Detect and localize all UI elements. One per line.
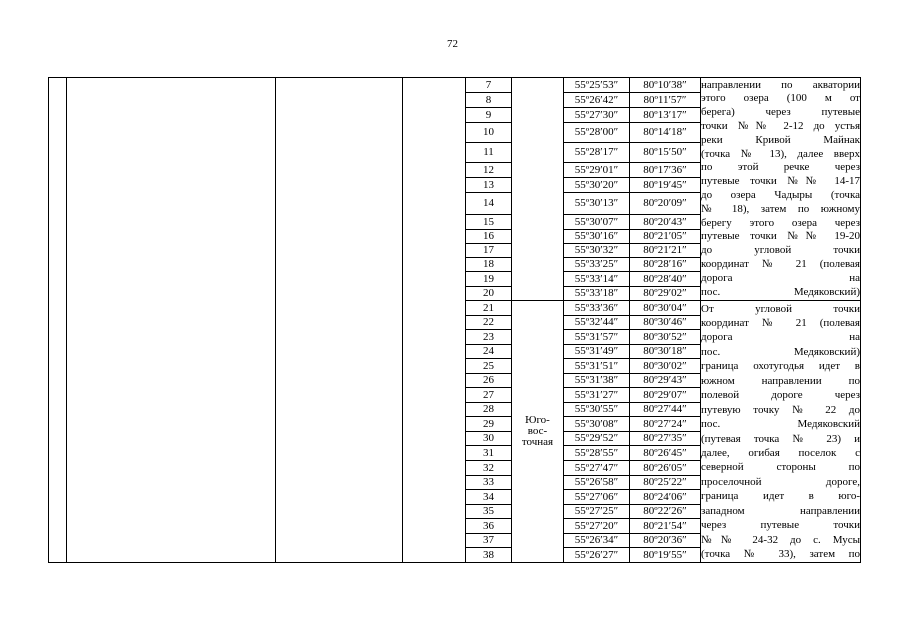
- point-number: 16: [466, 230, 512, 244]
- description-line: пос. Медяковский): [701, 285, 860, 298]
- point-number: 31: [466, 446, 512, 461]
- description-line: (путевая точка № 23) и: [701, 432, 860, 445]
- description-line: северной стороны по: [701, 461, 860, 474]
- point-number: 36: [466, 519, 512, 534]
- page-number: 72: [447, 38, 458, 50]
- direction-label-line: вос-: [527, 425, 548, 437]
- longitude: 80º27′35″: [630, 432, 701, 446]
- latitude: 55º26′34″: [564, 534, 630, 548]
- latitude: 55º31′49″: [564, 345, 630, 359]
- latitude: 55º26′42″: [564, 93, 630, 108]
- description-line: южном направлении по: [701, 374, 860, 387]
- latitude: 55º28′55″: [564, 446, 630, 461]
- description-line: через путевые точки: [701, 519, 860, 532]
- description-line: реки Кривой Майнак: [701, 133, 860, 146]
- description-line: (точка № 33), затем по: [701, 548, 860, 560]
- latitude: 55º26′27″: [564, 548, 630, 563]
- longitude: 80º20′36″: [630, 534, 701, 548]
- point-number: 17: [466, 244, 512, 258]
- longitude: 80º30′04″: [630, 301, 701, 316]
- direction-label-line: Юго-: [525, 414, 550, 426]
- longitude: 80º20′43″: [630, 215, 701, 230]
- point-number: 14: [466, 193, 512, 215]
- longitude: 80º22′26″: [630, 505, 701, 519]
- longitude: 80º14′18″: [630, 123, 701, 143]
- boundary-description-2: [701, 301, 861, 563]
- description-line: по этой речке через: [701, 161, 860, 174]
- description-line: направлении по акватории: [701, 78, 860, 91]
- latitude: 55º25′53″: [564, 78, 630, 93]
- point-number: 13: [466, 178, 512, 193]
- longitude: 80º29′02″: [630, 287, 701, 301]
- longitude: 80º30′02″: [630, 359, 701, 374]
- latitude: 55º27′06″: [564, 490, 630, 505]
- latitude: 55º30′08″: [564, 417, 630, 432]
- longitude: 80º10′38″: [630, 78, 701, 93]
- point-number: 34: [466, 490, 512, 505]
- longitude: 80º19′55″: [630, 548, 701, 563]
- latitude: 55º31′27″: [564, 388, 630, 403]
- latitude: 55º27′20″: [564, 519, 630, 534]
- point-number: 37: [466, 534, 512, 548]
- boundary-description-1: [701, 78, 861, 301]
- longitude: 80º28′16″: [630, 258, 701, 272]
- longitude: 80º30′52″: [630, 330, 701, 345]
- longitude: 80º25′22″: [630, 476, 701, 490]
- description-line: далее, огибая поселок с: [701, 446, 860, 459]
- latitude: 55º32′44″: [564, 316, 630, 330]
- table-row: [49, 78, 861, 93]
- direction-label-line: точная: [521, 436, 554, 448]
- latitude: 55º30′16″: [564, 230, 630, 244]
- longitude: 80º24′06″: [630, 490, 701, 505]
- point-number: 12: [466, 163, 512, 178]
- latitude: 55º31′38″: [564, 374, 630, 388]
- latitude: 55º28′00″: [564, 123, 630, 143]
- longitude: 80º21′21″: [630, 244, 701, 258]
- longitude: 80º30′18″: [630, 345, 701, 359]
- latitude: 55º31′57″: [564, 330, 630, 345]
- point-number: 19: [466, 272, 512, 287]
- latitude: 55º33′25″: [564, 258, 630, 272]
- point-number: 27: [466, 388, 512, 403]
- point-number: 38: [466, 548, 512, 563]
- longitude: 80º26′05″: [630, 461, 701, 476]
- longitude: 80º29′43″: [630, 374, 701, 388]
- latitude: 55º30′32″: [564, 244, 630, 258]
- description-line: западном направлении: [701, 504, 860, 517]
- point-number: 28: [466, 403, 512, 417]
- empty-col-2: [67, 78, 276, 563]
- point-number: 33: [466, 476, 512, 490]
- point-number: 10: [466, 123, 512, 143]
- latitude: 55º29′52″: [564, 432, 630, 446]
- point-number: 24: [466, 345, 512, 359]
- point-number: 30: [466, 432, 512, 446]
- latitude: 55º27′25″: [564, 505, 630, 519]
- longitude: 80º19′45″: [630, 178, 701, 193]
- direction-label: [512, 301, 564, 563]
- latitude: 55º29′01″: [564, 163, 630, 178]
- longitude: 80º11′57″: [630, 93, 701, 108]
- latitude: 55º27′30″: [564, 108, 630, 123]
- latitude: 55º33′18″: [564, 287, 630, 301]
- description-line: От угловой точки: [701, 302, 860, 315]
- longitude: 80º17′36″: [630, 163, 701, 178]
- longitude: 80º27′24″: [630, 417, 701, 432]
- point-number: 26: [466, 374, 512, 388]
- description-line: проселочной дороге,: [701, 475, 860, 488]
- longitude: 80º29′07″: [630, 388, 701, 403]
- point-number: 18: [466, 258, 512, 272]
- latitude: 55º33′36″: [564, 301, 630, 316]
- boundary-points-table: [48, 77, 861, 563]
- empty-col-1: [49, 78, 67, 563]
- longitude: 80º13′17″: [630, 108, 701, 123]
- description-line: координат № 21 (полевая: [701, 317, 860, 329]
- longitude: 80º20′09″: [630, 193, 701, 215]
- description-line: путевые точки №№ 19-20: [701, 230, 860, 243]
- description-line: точки №№ 2-12 до устья: [701, 119, 860, 132]
- latitude: 55º33′14″: [564, 272, 630, 287]
- description-line: берегу этого озера через: [701, 216, 860, 229]
- latitude: 55º28′17″: [564, 143, 630, 163]
- point-number: 32: [466, 461, 512, 476]
- latitude: 55º30′55″: [564, 403, 630, 417]
- point-number: 35: [466, 505, 512, 519]
- description-line: пос. Медяковский: [701, 418, 860, 431]
- latitude: 55º31′51″: [564, 359, 630, 374]
- description-line: полевой дороге через: [701, 389, 860, 402]
- point-number: 29: [466, 417, 512, 432]
- description-line: путевые точки №№ 14-17: [701, 175, 860, 188]
- longitude: 80º26′45″: [630, 446, 701, 461]
- description-line: дорога на: [701, 271, 860, 284]
- longitude: 80º21′05″: [630, 230, 701, 244]
- description-line: № 18), затем по южному: [701, 202, 860, 215]
- description-line: граница охотугодья идет в: [701, 360, 860, 373]
- longitude: 80º21′54″: [630, 519, 701, 534]
- longitude: 80º27′44″: [630, 403, 701, 417]
- description-line: координат № 21 (полевая: [701, 258, 860, 271]
- direction-cell-empty: [512, 78, 564, 301]
- description-line: этого озера (100 м от: [701, 92, 860, 105]
- point-number: 9: [466, 108, 512, 123]
- latitude: 55º26′58″: [564, 476, 630, 490]
- description-line: №№ 24-32 до с. Мусы: [701, 533, 860, 546]
- longitude: 80º30′46″: [630, 316, 701, 330]
- description-line: путевую точку № 22 до: [701, 403, 860, 416]
- description-line: до озера Чадыры (точка: [701, 189, 860, 201]
- point-number: 11: [466, 143, 512, 163]
- empty-col-3: [276, 78, 403, 563]
- point-number: 22: [466, 316, 512, 330]
- latitude: 55º30′07″: [564, 215, 630, 230]
- point-number: 8: [466, 93, 512, 108]
- point-number: 15: [466, 215, 512, 230]
- latitude: 55º27′47″: [564, 461, 630, 476]
- point-number: 23: [466, 330, 512, 345]
- point-number: 21: [466, 301, 512, 316]
- latitude: 55º30′20″: [564, 178, 630, 193]
- description-line: берега) через путевые: [701, 106, 860, 119]
- point-number: 25: [466, 359, 512, 374]
- longitude: 80º15′50″: [630, 143, 701, 163]
- empty-col-4: [403, 78, 466, 563]
- point-number: 7: [466, 78, 512, 93]
- latitude: 55º30′13″: [564, 193, 630, 215]
- description-line: граница идет в юго-: [701, 490, 860, 503]
- longitude: 80º28′40″: [630, 272, 701, 287]
- description-line: до угловой точки: [701, 244, 860, 257]
- description-line: дорога на: [701, 331, 860, 344]
- description-line: (точка № 13), далее вверх: [701, 147, 860, 160]
- point-number: 20: [466, 287, 512, 301]
- description-line: пос. Медяковский): [701, 345, 860, 358]
